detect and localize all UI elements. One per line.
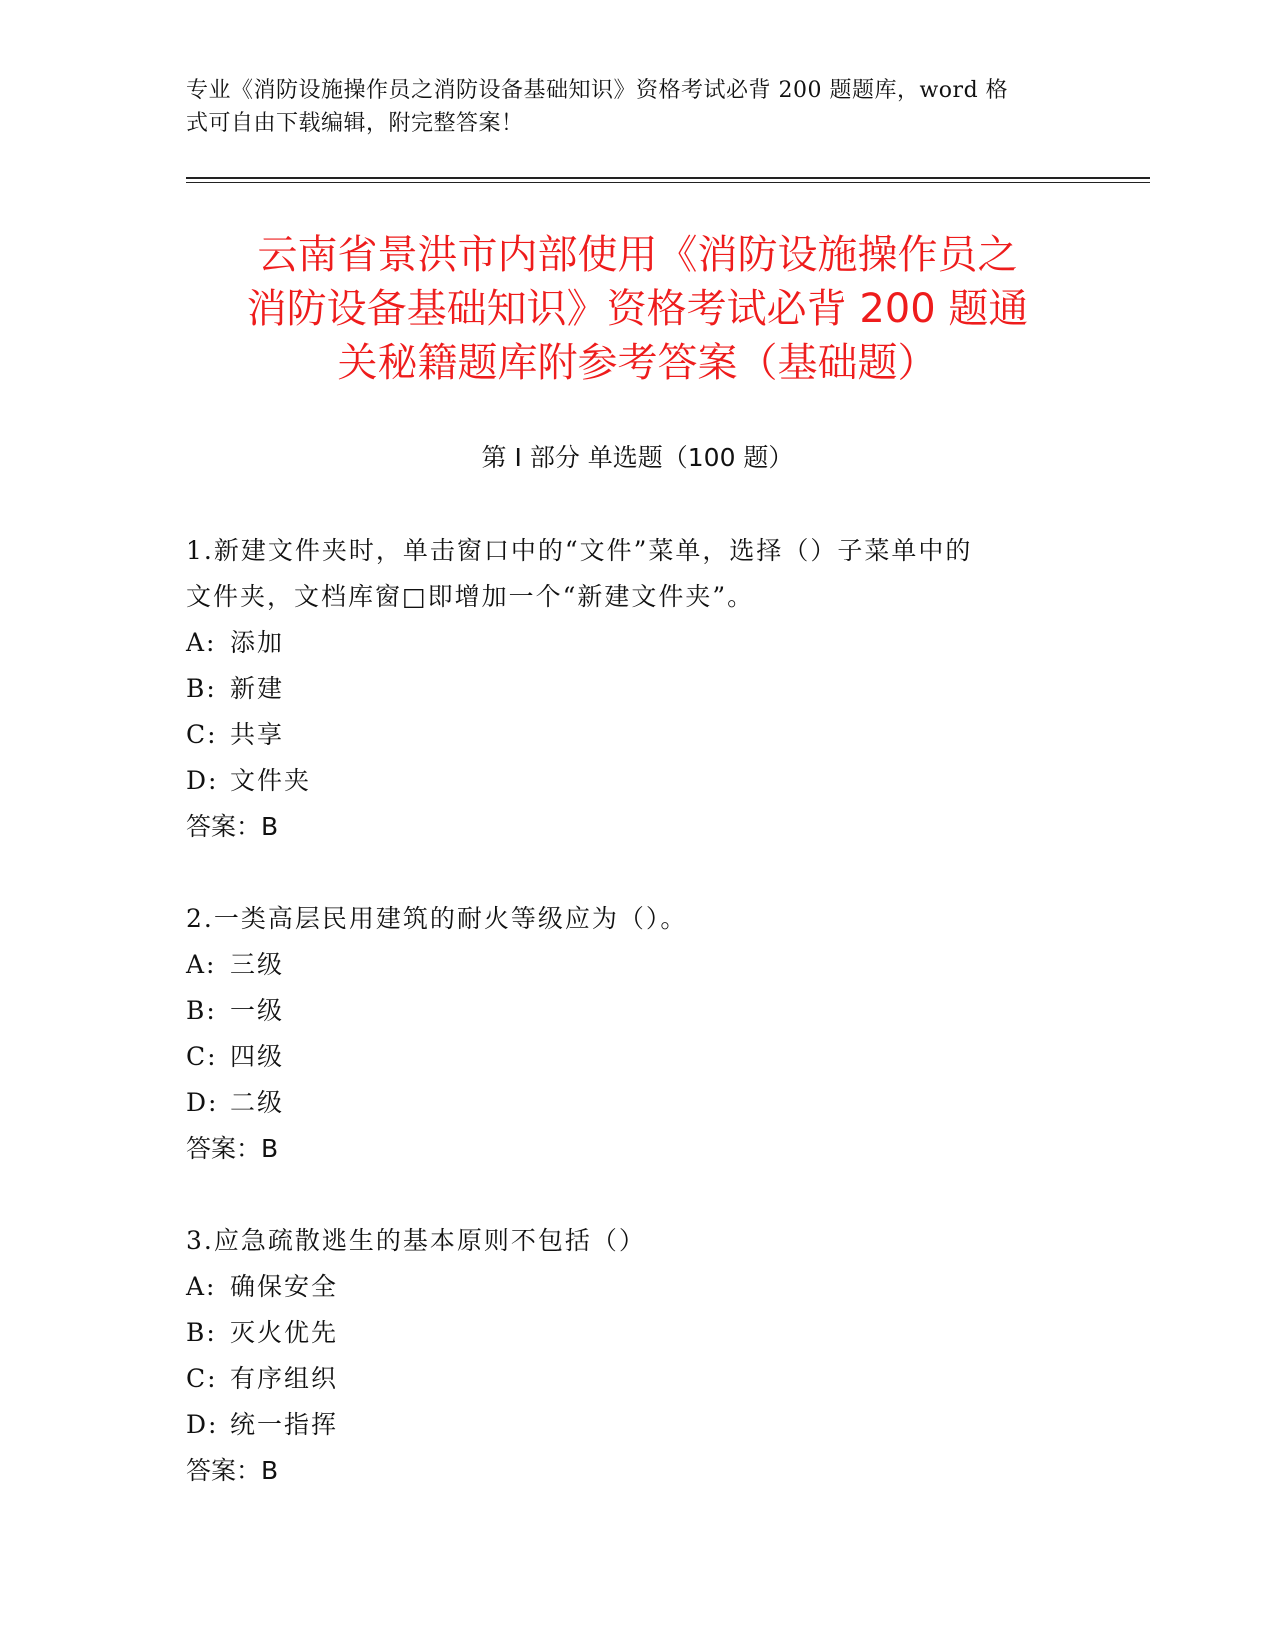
- question-list: [186, 528, 1066, 1540]
- option-key: A:: [186, 1272, 217, 1301]
- question-option: [186, 942, 1066, 988]
- question-option: [186, 1310, 1066, 1356]
- option-key: C:: [186, 720, 218, 749]
- option-key: B:: [186, 674, 217, 703]
- option-text: 三级: [230, 950, 285, 979]
- question-option: [186, 1264, 1066, 1310]
- option-key: D:: [186, 1410, 219, 1439]
- option-text: 共享: [230, 720, 285, 749]
- question-answer: 答案：B: [186, 1134, 279, 1163]
- option-key: D:: [186, 766, 219, 795]
- question-stem: 3.应急疏散逃生的基本原则不包括（）: [186, 1226, 646, 1255]
- question-option: [186, 712, 1066, 758]
- question-option: [186, 620, 1066, 666]
- question-item: [186, 528, 1066, 850]
- option-key: C:: [186, 1042, 218, 1071]
- title-line: 消防设备基础知识》资格考试必背 200 题通: [246, 286, 1029, 332]
- option-key: A:: [186, 628, 217, 657]
- section-heading: 第 I 部分 单选题（100 题）: [481, 443, 794, 472]
- header-note-line: 式可自由下载编辑，附完整答案！: [186, 111, 524, 136]
- question-item: [186, 896, 1066, 1172]
- question-stem: 1.新建文件夹时，单击窗口中的“文件”菜单，选择（）子菜单中的 文件夹，文档库窗□即增加一个“新建文件夹”。: [186, 536, 973, 611]
- document-title: [180, 228, 1095, 390]
- question-option: [186, 666, 1066, 712]
- option-text: 新建: [230, 674, 285, 703]
- option-text: 文件夹: [230, 766, 312, 795]
- option-text: 统一指挥: [230, 1410, 339, 1439]
- option-text: 一级: [230, 996, 285, 1025]
- question-option: [186, 1402, 1066, 1448]
- question-option: [186, 1356, 1066, 1402]
- option-text: 灭火优先: [230, 1318, 339, 1347]
- option-key: B:: [186, 996, 217, 1025]
- question-answer: 答案：B: [186, 1456, 279, 1485]
- header-note: [186, 74, 1066, 140]
- option-key: D:: [186, 1088, 219, 1117]
- question-answer: 答案：B: [186, 812, 279, 841]
- question-option: [186, 758, 1066, 804]
- question-option: [186, 1034, 1066, 1080]
- option-key: C:: [186, 1364, 218, 1393]
- option-text: 确保安全: [230, 1272, 339, 1301]
- option-text: 添加: [230, 628, 285, 657]
- option-text: 有序组织: [230, 1364, 339, 1393]
- question-item: [186, 1218, 1066, 1494]
- option-key: B:: [186, 1318, 217, 1347]
- question-option: [186, 988, 1066, 1034]
- option-text: 二级: [230, 1088, 285, 1117]
- question-stem: 2.一类高层民用建筑的耐火等级应为（）。: [186, 904, 688, 933]
- question-option: [186, 1080, 1066, 1126]
- title-line: 关秘籍题库附参考答案（基础题）: [337, 340, 938, 386]
- header-rule: [186, 177, 1150, 179]
- header-note-line: 专业《消防设施操作员之消防设备基础知识》资格考试必背 200 题题库，word 格: [186, 78, 1009, 103]
- header-rule: [186, 182, 1150, 183]
- option-key: A:: [186, 950, 217, 979]
- title-line: 云南省景洪市内部使用《消防设施操作员之: [257, 232, 1018, 278]
- option-text: 四级: [230, 1042, 285, 1071]
